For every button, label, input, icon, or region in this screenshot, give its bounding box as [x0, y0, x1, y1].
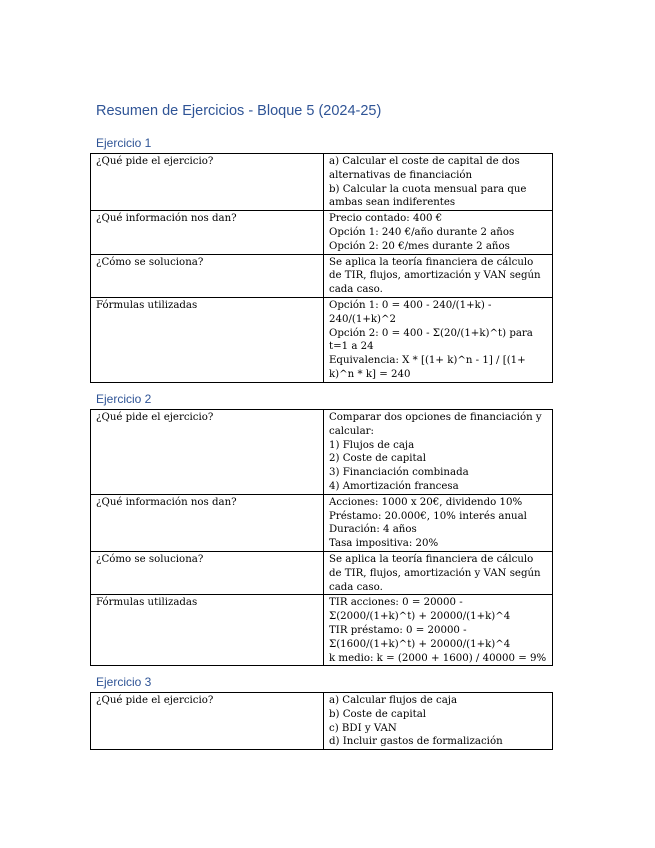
row-label: ¿Cómo se soluciona?	[91, 551, 324, 594]
exercise-2-table	[90, 409, 553, 666]
table-row	[91, 254, 553, 297]
exercise-1-table	[90, 153, 553, 383]
content-line: Comparar dos opciones de financiación y calcular:	[329, 412, 542, 437]
content-line: Se aplica la teoría financiera de cálculo de TIR, flujos, amortización y VAN según cada caso.	[329, 553, 541, 593]
content-line: Opción 2: 0 = 400 - Σ(20/(1+k)^t) para t=1 a 24	[329, 327, 533, 353]
row-label: ¿Cómo se soluciona?	[91, 254, 324, 297]
row-label: ¿Qué pide el ejercicio?	[91, 410, 324, 495]
content-line: Opción 1: 0 = 400 - 240/(1+k) - 240/(1+k)^2	[329, 299, 492, 325]
content-line: b) Coste de capital	[329, 708, 427, 720]
row-label: Fórmulas utilizadas	[91, 595, 324, 666]
row-label: ¿Qué información nos dan?	[91, 211, 324, 254]
content-line: a) Calcular flujos de caja	[329, 695, 458, 706]
content-line: Precio contado: 400 €	[329, 213, 443, 225]
content-line: b) Calcular la cuota mensual para que ambas sean indiferentes	[329, 183, 527, 209]
table-row	[91, 211, 553, 254]
content-line: k medio: k = (2000 + 1600) / 40000 = 9%	[329, 652, 547, 664]
content-line: Acciones: 1000 x 20€, dividendo 10%	[329, 496, 523, 508]
content-line: TIR préstamo: 0 = 20000 - Σ(1600/(1+k)^t) + 20000/(1+k)^4	[329, 624, 511, 650]
row-content	[324, 254, 553, 297]
row-content	[324, 410, 553, 495]
row-content	[324, 693, 553, 750]
row-label: Fórmulas utilizadas	[91, 297, 324, 382]
exercise-2-heading: Ejercicio 2	[96, 392, 152, 406]
table-row	[91, 410, 553, 495]
row-label: ¿Qué información nos dan?	[91, 494, 324, 551]
table-row	[91, 154, 553, 211]
row-content	[324, 297, 553, 382]
content-line: 4) Amortización francesa	[329, 480, 459, 492]
table-row	[91, 297, 553, 382]
content-line: Opción 2: 20 €/mes durante 2 años	[329, 240, 510, 252]
exercise-3-table	[90, 692, 553, 750]
exercise-1-heading: Ejercicio 1	[96, 136, 152, 150]
table-row	[91, 551, 553, 594]
content-line: Tasa impositiva: 20%	[329, 538, 439, 550]
row-label: ¿Qué pide el ejercicio?	[91, 154, 324, 211]
content-line: a) Calcular el coste de capital de dos alternativas de financiación	[329, 156, 520, 181]
content-line: 3) Financiación combinada	[329, 467, 469, 479]
content-line: Equivalencia: X * [(1+ k)^n - 1] / [(1+ k)^n * k] = 240	[329, 355, 526, 380]
row-label: ¿Qué pide el ejercicio?	[91, 693, 324, 750]
row-content	[324, 494, 553, 551]
row-content	[324, 154, 553, 211]
content-line: c) BDI y VAN	[329, 722, 397, 734]
content-line: Duración: 4 años	[329, 524, 417, 536]
table-row	[91, 494, 553, 551]
row-content	[324, 595, 553, 666]
content-line: Opción 1: 240 €/año durante 2 años	[329, 226, 515, 238]
content-line: Préstamo: 20.000€, 10% interés anual	[329, 510, 527, 522]
content-line: d) Incluir gastos de formalización	[329, 736, 503, 748]
row-content	[324, 211, 553, 254]
table-row	[91, 693, 553, 750]
content-line: 2) Coste de capital	[329, 453, 426, 465]
table-row	[91, 595, 553, 666]
content-line: TIR acciones: 0 = 20000 - Σ(2000/(1+k)^t) + 20000/(1+k)^4	[329, 597, 511, 623]
page-title: Resumen de Ejercicios - Bloque 5 (2024-25)	[96, 103, 382, 119]
row-content	[324, 551, 553, 594]
content-line: Se aplica la teoría financiera de cálculo de TIR, flujos, amortización y VAN según cada caso.	[329, 256, 541, 296]
exercise-3-heading: Ejercicio 3	[96, 675, 152, 689]
content-line: 1) Flujos de caja	[329, 439, 415, 451]
